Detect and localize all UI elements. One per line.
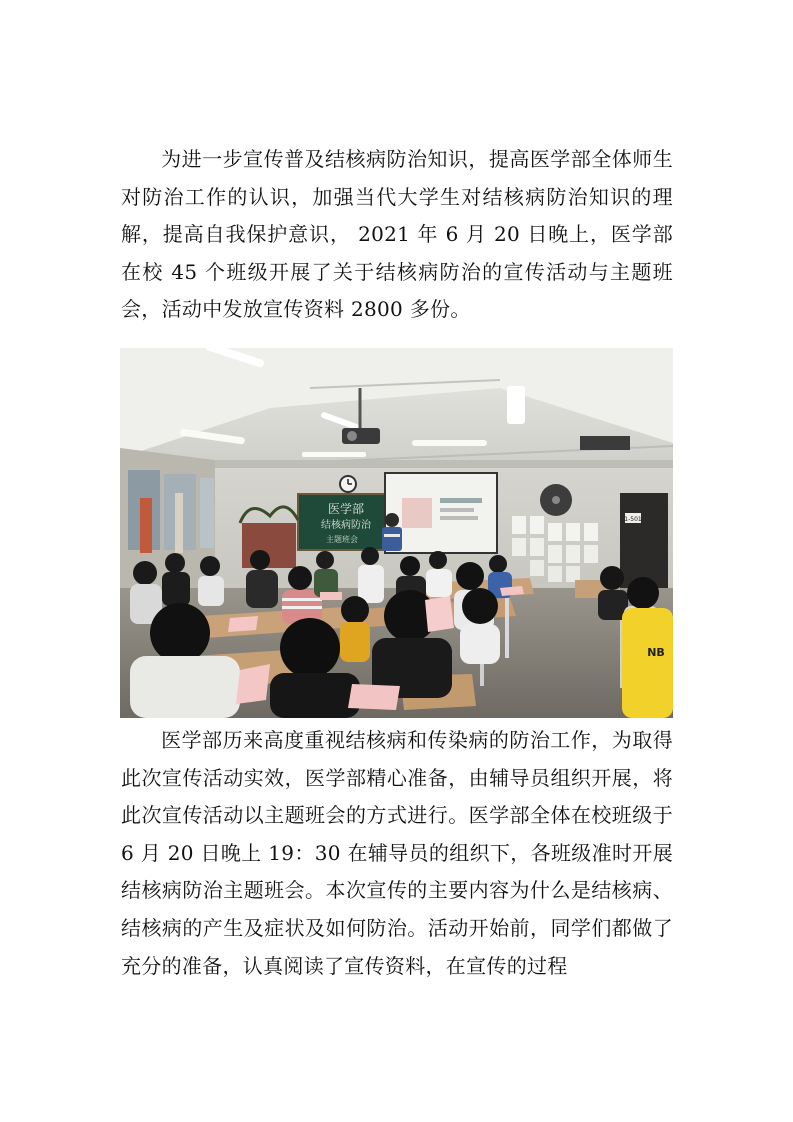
- slide-image: [402, 498, 432, 528]
- slide-text-line-3: [440, 516, 478, 520]
- ceiling-light-4: [412, 440, 487, 446]
- door-sign-text: 1-501: [624, 516, 642, 523]
- classroom-photo-illustration: [120, 348, 673, 718]
- paragraph-activity: [121, 722, 673, 985]
- blackboard-title: 医学部: [327, 502, 365, 516]
- ceiling-light-6: [507, 386, 525, 424]
- wall-speaker: [580, 436, 630, 450]
- slide-text-line-2: [440, 508, 474, 512]
- teacher-body: [382, 527, 402, 551]
- wall-fan-hub: [552, 496, 560, 504]
- teacher-head: [385, 513, 399, 527]
- shirt-text: NB: [647, 646, 665, 659]
- paragraph-intro: [121, 141, 673, 329]
- blackboard-note: 主题班会: [326, 535, 358, 544]
- projector-lens: [347, 431, 357, 441]
- paragraph-intro-text: 为进一步宣传普及结核病防治知识，提高医学部全体师生对防治工作的认识，加强当代大学生对结核病防治知识的理解，提高自我保护意识， 2021 年 6 月 20 日晚上，医学部在校 45 个班级开展了关于结核病防治的宣传活动与主题班会，活动中发放宣传资料 2800 多份。: [121, 147, 673, 322]
- wall-trim: [215, 460, 673, 468]
- window-flag: [140, 498, 152, 553]
- blackboard-subtitle: 结核病防治: [321, 520, 371, 531]
- teacher-stripe: [384, 534, 400, 537]
- paragraph-activity-text: 医学部历来高度重视结核病和传染病的防治工作，为取得此次宣传活动实效，医学部精心准备，由辅导员组织开展，将此次宣传活动以主题班会的方式进行。医学部全体在校班级于 6 月 20 日晚上 19：30 在辅导员的组织下，各班级准时开展结核病防治主题班会。本次宣传的主要内容为什么是结核病、结核病的产生及症状及如何防治。活动开始前，同学们都做了充分的准备，认真阅读了宣传资料，在宣传的过程: [121, 728, 673, 978]
- slide-text-line-1: [440, 498, 482, 503]
- classroom-photo: [120, 348, 673, 718]
- curtain: [175, 493, 183, 553]
- window-3: [200, 478, 214, 548]
- ceiling-light-5: [302, 452, 366, 457]
